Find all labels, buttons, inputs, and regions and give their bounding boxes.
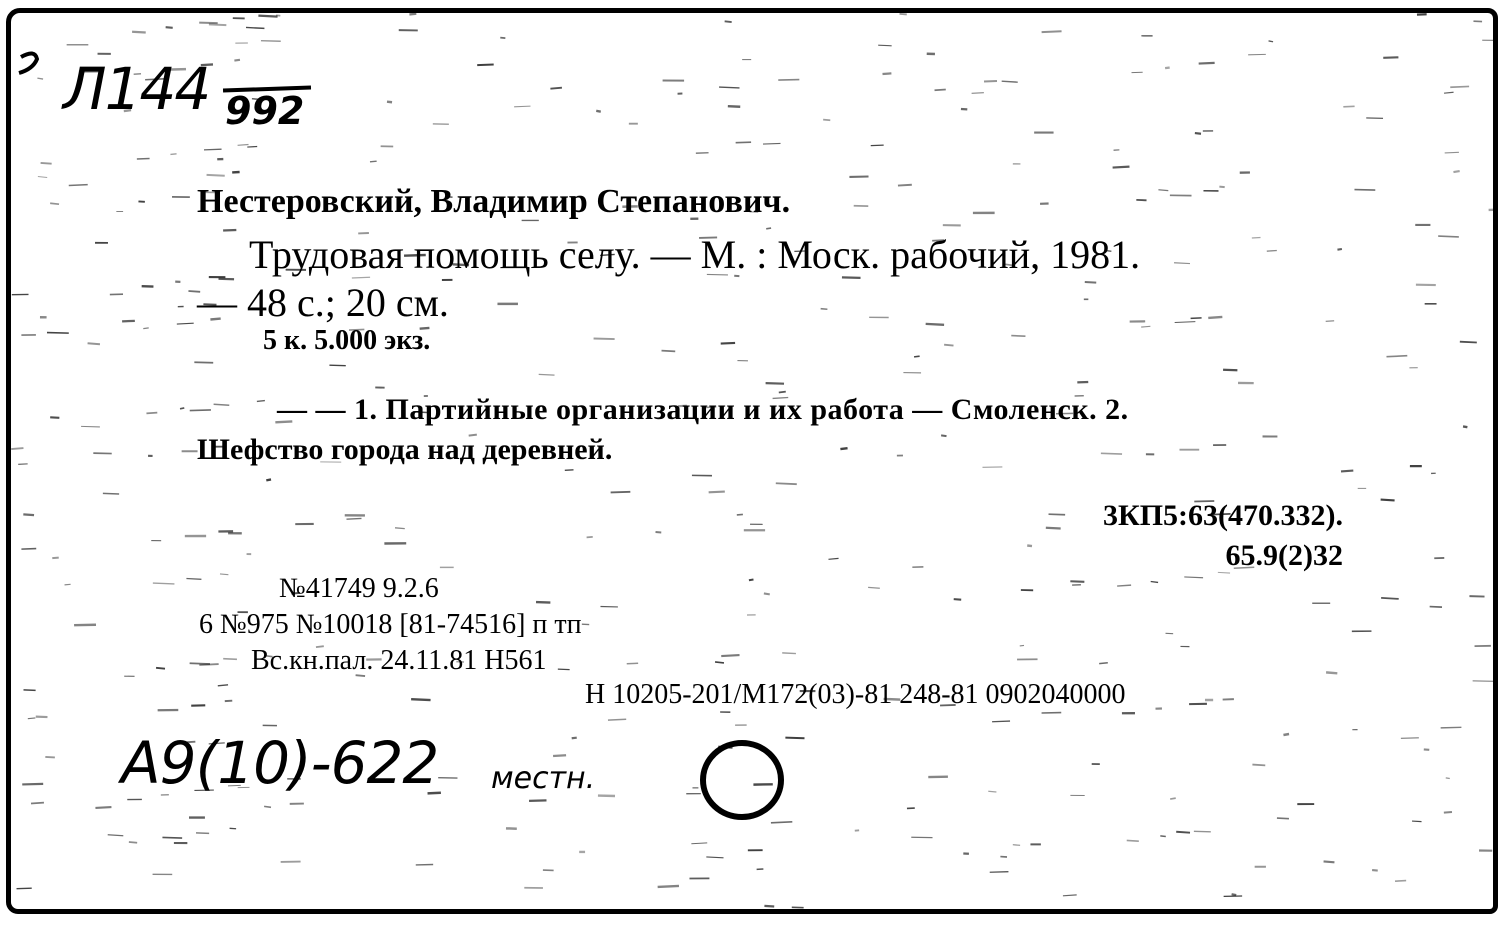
handwritten-code: А9(10)-622	[121, 729, 439, 797]
pages-line: — 48 с.; 20 см.	[197, 280, 449, 325]
ref-line-1: №41749 9.2.6	[279, 573, 439, 604]
subjects-line-2: Шефство города над деревней.	[197, 433, 613, 466]
call-number-sub: 992	[225, 89, 305, 133]
ref-line-2: 6 №975 №10018 [81-74516] п тп	[199, 609, 582, 640]
ref-line-3: Вс.кн.пал. 24.11.81 Н561	[251, 645, 547, 676]
handwritten-note: местн.	[491, 761, 596, 796]
catalog-card	[6, 8, 1498, 914]
call-number: Л144	[63, 55, 210, 123]
subjects-line-1: — — 1. Партийные организации и их работа — Смоленск. 2.	[277, 393, 1129, 426]
classification-2: 65.9(2)32	[1225, 539, 1343, 572]
classification-1: 3КП5:63(470.332).	[1102, 499, 1343, 532]
author-heading: Нестеровский, Владимир Степанович.	[197, 183, 791, 220]
title-line: Трудовая помощь селу. — М. : Моск. рабочий, 1981.	[249, 232, 1141, 277]
ref-line-4: Н 10205-201/М172(03)-81 248-81 0902040000	[585, 679, 1126, 710]
price-line: 5 к. 5.000 экз.	[263, 325, 431, 356]
corner-mark-icon	[15, 49, 55, 85]
circle-stamp-icon	[697, 737, 787, 823]
